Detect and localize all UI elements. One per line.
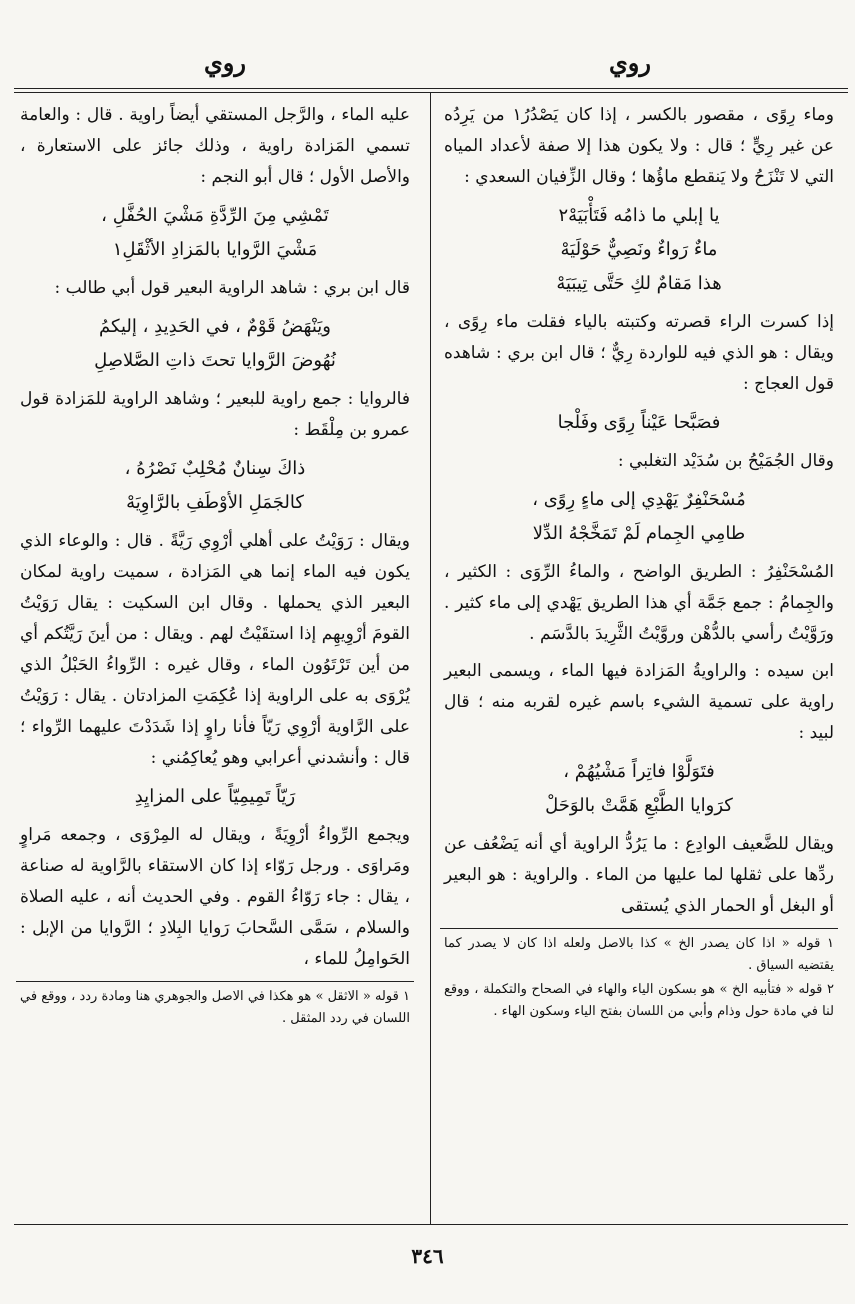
- verse-block: [440, 199, 838, 301]
- verse-line: ماءٌ رَواءٌ ونَصِيٌّ حَوْلَيَهْ: [560, 239, 718, 260]
- paragraph: وقال الجُمَيْحُ بن سُدَيْد التغلبي :: [617, 451, 834, 471]
- verse-line: مَشْيَ الرَّوايا بالمَزادِ الأثْقَلِ١: [112, 239, 318, 260]
- paragraph: المُسْحَنْفِرُ : الطريق الواضح ، والماءُ الرِّوَى : الكثير ، والجِمامُ : جمع جَمَّة أي هذا الطريق يَهْدي إلى ماء كثير . ورَوَّيْتُ رأسي بالدُّهْن وروَّيْتُ الثَّرِيدَ بالدَّسَم .: [444, 562, 834, 644]
- verse-block: [16, 199, 414, 267]
- header-left-keyword: روي: [204, 48, 246, 77]
- top-rule: [14, 88, 848, 89]
- left-column: [16, 100, 414, 1032]
- paragraph: قال ابن بري : شاهد الراوية البعير قول أبي طالب :: [54, 278, 410, 298]
- paragraph: وماء رِوًى ، مقصور بالكسر ، إذا كان يَصْدُرُ١ من يَرِدُه عن غير رِيٍّ ؛ قال : ولا يكون هذا إلا صفة لأعداد المياه التي لا تَنْزَحُ ولا يَنقطع ماؤُها ؛ وقال الزِّفيان السعدي :: [444, 105, 834, 187]
- footnote: ١ قوله « الاثقل » هو هكذا في الاصل والجوهري هنا ومادة ردد ، ووقع في اللسان في ردد المثقل .: [20, 989, 410, 1026]
- paragraph: ويقال : رَوَيْتُ على أهلي أرْوِي رَيَّةً . قال : والوعاء الذي يكون فيه الماء إنما هي المَزادة ، سميت راوية لمكان البعير الذي يحملها . وقال ابن السكيت : يقال رَوَيْتُ القومَ أرْوِيهِم إذا استقَيْتُ لهم . ويقال : من أينَ رَيَّتُكم أي من أين تَرْتَوُون الماء ، وقال غيره : الرِّواءُ الحَبْلُ الذي يُرْوَى به على الراوية إذا عُكِمَتِ المزادتان . يقال : رَوَيْتُ على الرَّاوية أرْوِي رَيّاً فأنا راوٍ إذا شَدَدْتَ عليهما الرِّواء ؛ قال : وأنشدني أعرابي وهو يُعاكِمُني :: [20, 531, 410, 768]
- top-rule-inner: [14, 92, 848, 93]
- column-divider: [430, 92, 431, 1224]
- verse-line: كالجَمَلِ الأوْطَفِ بالرَّاوِيَهْ: [126, 492, 304, 513]
- verse-block: [440, 483, 838, 551]
- footnote: ٢ قوله « فتأبيه الخ » هو بسكون الياء والهاء في الصحاح والتكملة ، ووقع لنا في مادة حول وذام وأبي من اللسان بفتح الياء وسكون الهاء .: [444, 982, 834, 1019]
- paragraph: ابن سيده : والراويةُ المَزادة فيها الماء ، ويسمى البعير راوية على تسمية الشيء باسم غيره لقربه منه ؛ قال لبيد :: [444, 661, 834, 743]
- verse-line: تَمْشِي مِنَ الرِّدَّةِ مَشْيَ الحُفَّلِ ،: [101, 205, 329, 226]
- verse-line: يا إبلي ما ذامُه فَتَأْبَيَهْ٢: [558, 205, 720, 226]
- verse-line: ذاكَ سِنانٌ مُحْلِبٌ نَصْرُهُ ،: [124, 458, 306, 479]
- verse-line: فتَوَلَّوْا فاتِراً مَشْيُهُمْ ،: [563, 761, 715, 782]
- verse-block: [440, 406, 838, 440]
- verse-block: [440, 755, 838, 823]
- verse-line: مُسْحَنْفِرٌ يَهْدِي إلى ماءٍ رِوًى ،: [532, 489, 746, 510]
- paragraph: ويقال للضَّعيف الوادِع : ما يَرُدُّ الراوية أي أنه يَضْعُف عن ردِّها على ثقلها لما عليها من الماء . والراوية : هو البعير أو البغل أو الحمار الذي يُستقى: [444, 834, 834, 916]
- right-column: [440, 100, 838, 1025]
- verse-block: [16, 310, 414, 378]
- paragraph: فالروايا : جمع راوية للبعير ؛ وشاهد الراوية للمَزادة قول عمرو بن مِلْقَط :: [20, 389, 410, 440]
- verse-line: طامِي الجِمام لَمْ تَمَخَّجْهُ الدِّلا: [532, 523, 746, 544]
- bottom-rule: [14, 1224, 848, 1225]
- verse-block: [16, 780, 414, 814]
- page-number: ٣٤٦: [411, 1244, 444, 1268]
- header-right-keyword: روي: [609, 48, 651, 77]
- verse-line: ويَنْهَضُ قَوْمٌ ، في الحَدِيدِ ، إليكمُ: [99, 316, 331, 337]
- verse-line: رَيّاً تَمِيمِيّاً على المزايِدِ: [134, 786, 296, 807]
- verse-line: فصَبَّحا عَيْناً رِوًى وفَلْجا: [557, 412, 721, 433]
- paragraph: إذا كسرت الراء قصرته وكتبته بالياء فقلت ماء رِوًى ، ويقال : هو الذي فيه للواردة رِيٌّ ؛ قال ابن بري : شاهده قول العجاج :: [444, 312, 834, 394]
- footnote: ١ قوله « اذا كان يصدر الخ » كذا بالاصل ولعله اذا كان لا يصدر كما يقتضيه السياق .: [444, 936, 834, 973]
- paragraph: ويجمع الرِّواءُ أرْوِيَةً ، ويقال له المِرْوَى ، وجمعه مَراوٍ ومَراوَى . ورجل رَوّاء إذا كان الاستقاء بالرَّاوية له صناعة ، يقال : جاء رَوّاءُ القوم . وفي الحديث أنه ، عليه الصلاة والسلام ، سَمَّى السَّحابَ رَوايا البِلادِ ؛ الرَّوايا من الإبل : الحَوامِلُ للماء ،: [20, 825, 410, 969]
- verse-line: كرَوايا الطَّبْعِ هَمَّتْ بالوَحَلْ: [545, 795, 733, 816]
- verse-block: [16, 452, 414, 520]
- verse-line: نُهُوضَ الرَّوايا تحتَ ذاتِ الصَّلاصِلِ: [94, 350, 336, 371]
- verse-line: هذا مَقامٌ لكِ حَتَّى تِيبَيَهْ: [556, 273, 722, 294]
- footnote-rule: [16, 981, 414, 982]
- footnote-rule: [440, 928, 838, 929]
- paragraph: عليه الماء ، والرَّجل المستقي أيضاً راوية . قال : والعامة تسمي المَزادة راوية ، وذلك جائز على الاستعارة ، والأصل الأول ؛ قال أبو النجم :: [20, 105, 410, 187]
